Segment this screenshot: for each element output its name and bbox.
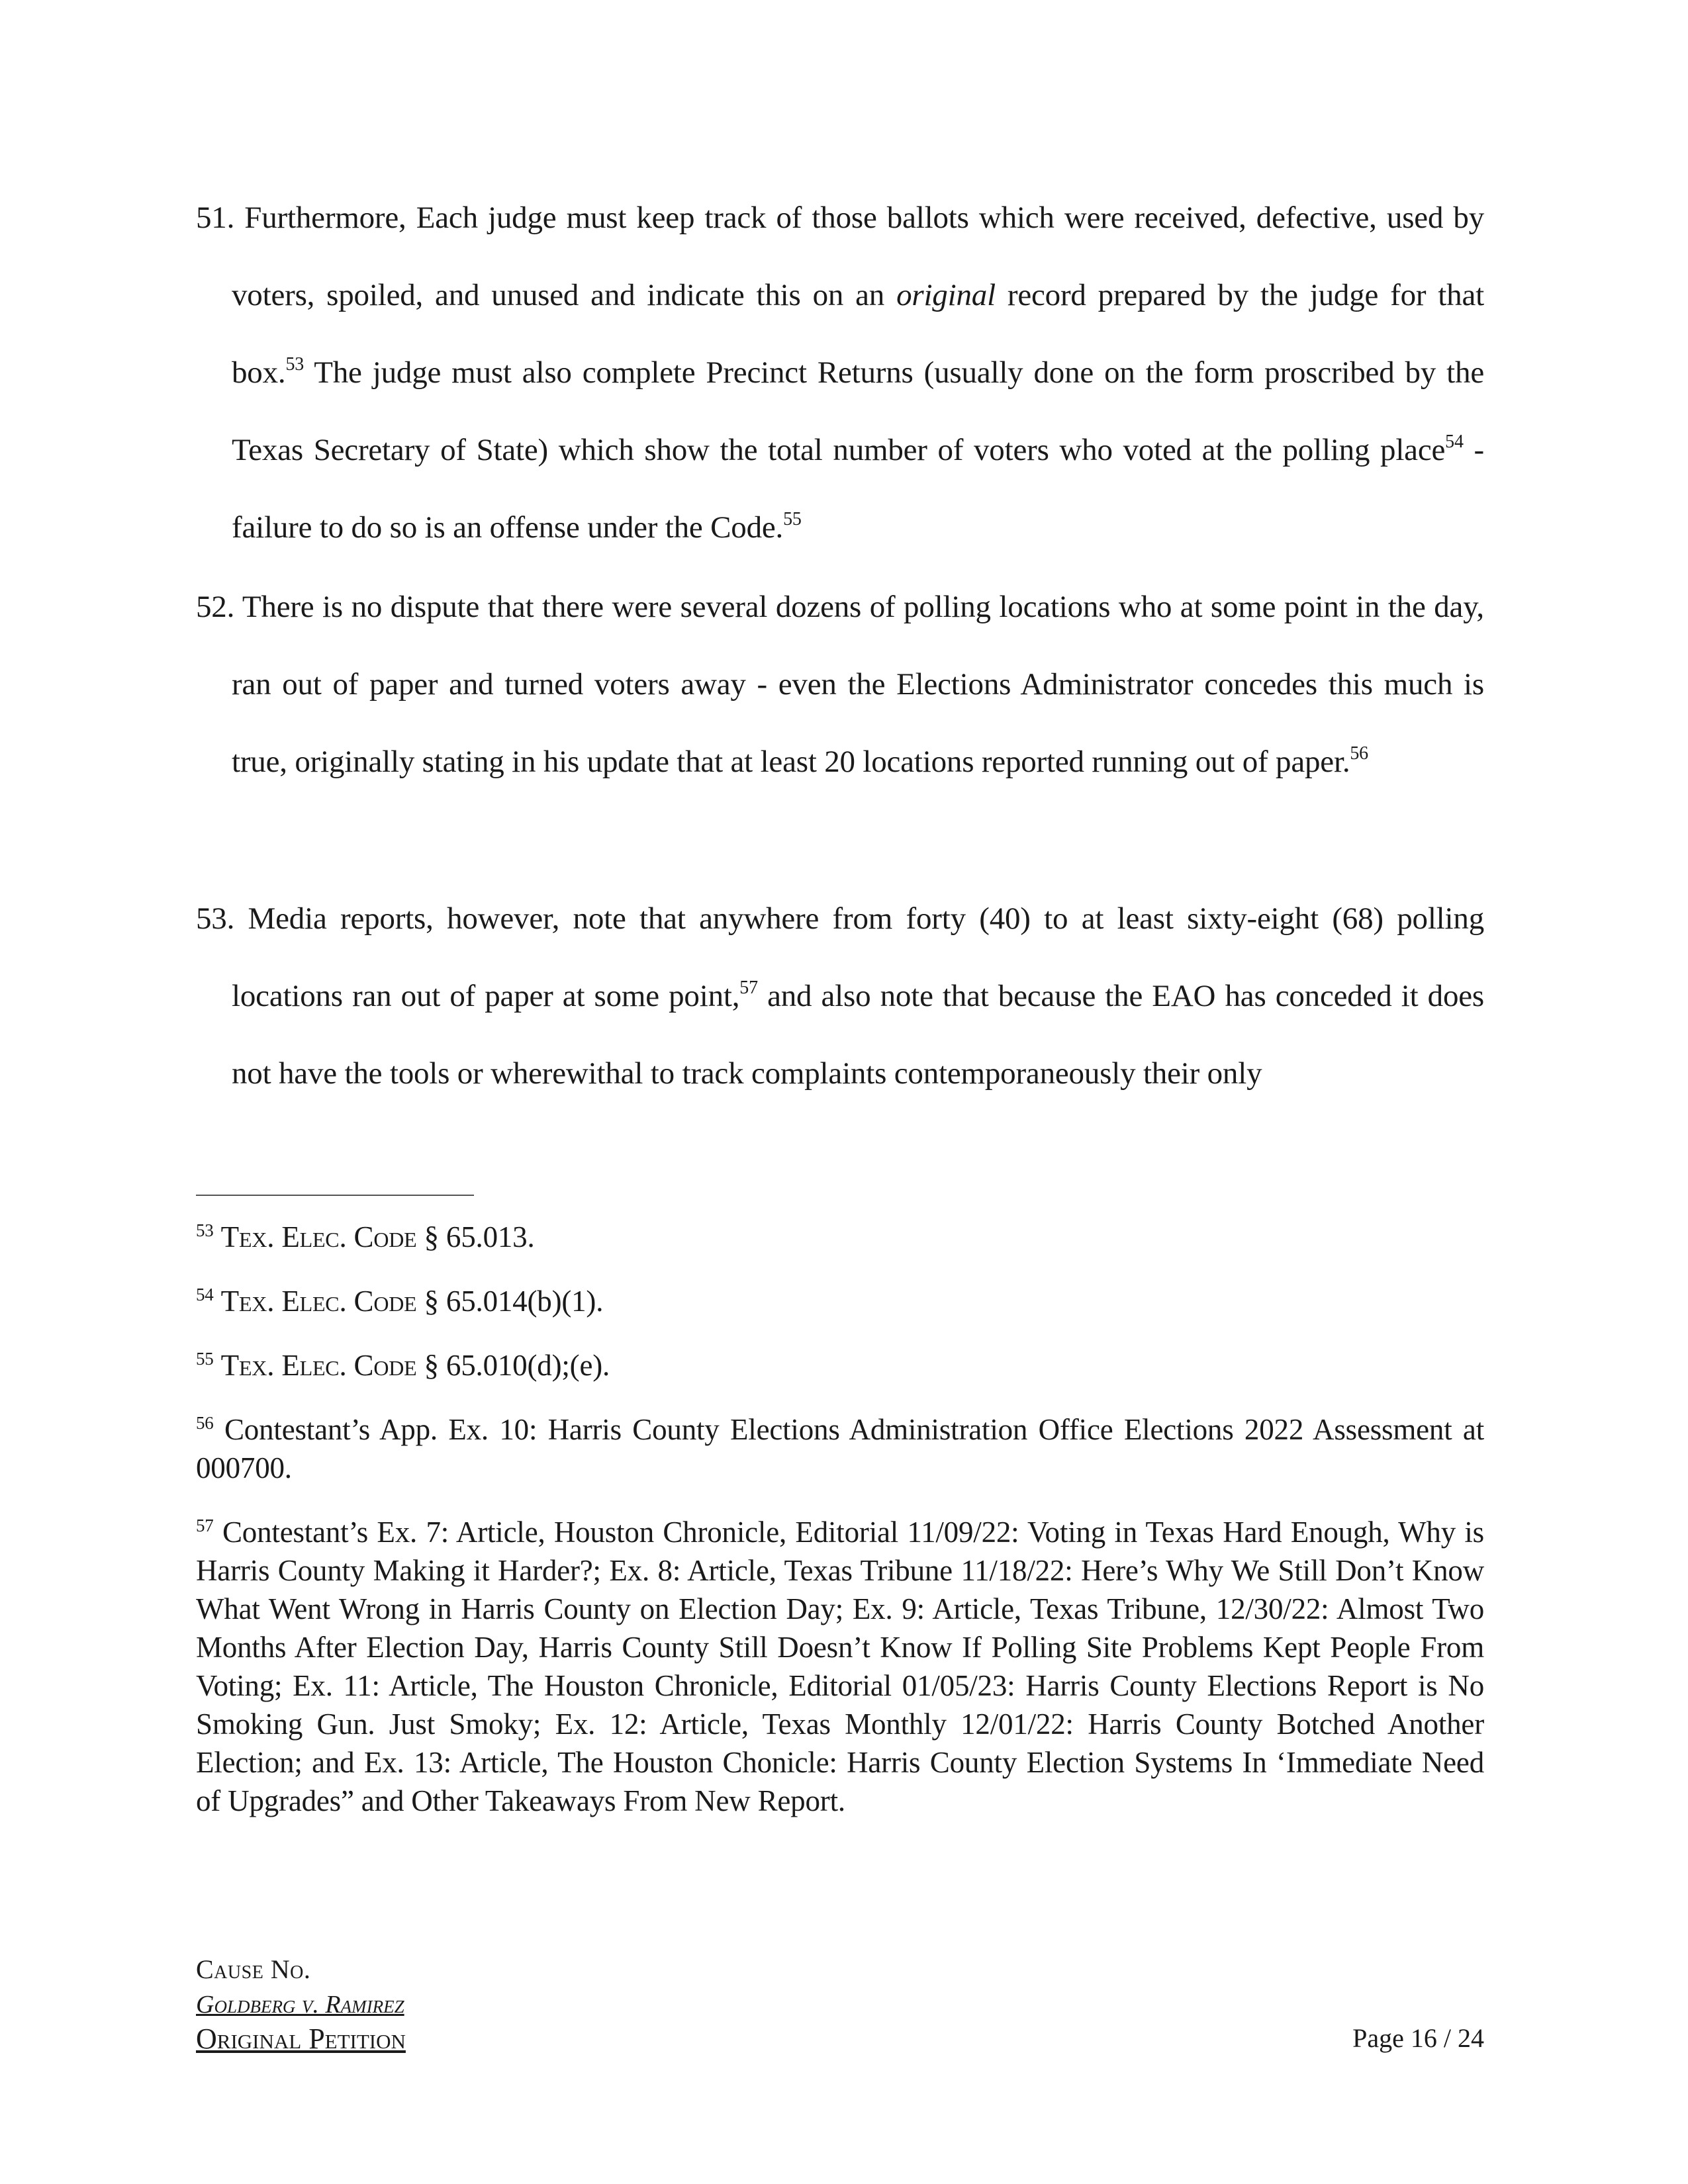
document-title: Original Petition [196,2023,406,2055]
paragraph-number: 53. [196,901,235,936]
footnote-53 [196,1218,1484,1256]
statute-name: Tex. Elec. Code [220,1220,417,1253]
case-name: Goldberg v. Ramirez [196,1991,404,2019]
footnote-marker: 57 [196,1516,214,1535]
footnote-text: § 65.010(d);(e). [416,1349,610,1382]
cause-number: Cause No. [196,1954,311,1984]
paragraph-text: Media reports, however, note that anywhere from forty (40) to at least sixty-eight (68) polling locations ran out of paper at some point, [232,901,1484,1013]
footnote-ref-56[interactable]: 56 [1350,743,1368,764]
footnote-text: Contestant’s Ex. 7: Article, Houston Chronicle, Editorial 11/09/22: Voting in Texas Hard Enough, Why is Harris County Making it Harder?; Ex. 8: Article, Texas Tribune 11/18/22: Here’s Why We Still Don’t Know What Went Wrong in Harris County on Election Day; Ex. 9: Article, Texas Tribune, 12/30/22: Almost Two Months After Election Day, Harris County Still Doesn’t Know If Polling Site Problems Kept People From Voting; Ex. 11: Article, The Houston Chronicle, Editorial 01/05/23: Harris County Elections Report is No Smoking Gun. Just Smoky; Ex. 12: Article, Texas Monthly 12/01/22: Harris County Botched Another Election; and Ex. 13: Article, The Houston Chonicle: Harris County Election Systems In ‘Immediate Need of Upgrades” and Other Takeaways From New Report. [196,1516,1484,1817]
paragraph-number: 51. [196,201,235,235]
paragraph-text: There is no dispute that there were several dozens of polling locations who at some point in the day, ran out of paper and turned voters away - even the Elections Administrator concedes this much is true, originally stating in his update that at least 20 locations reported running out of paper. [232,590,1484,779]
footnote-57 [196,1513,1484,1820]
footnote-54 [196,1282,1484,1320]
paragraph-text: Furthermore, Each judge must keep track of those ballots which were received, defective, used by voters, spoiled, and unused and indicate this on an [232,201,1484,312]
footnote-text: § 65.014(b)(1). [416,1285,604,1318]
footnote-marker: 56 [196,1413,214,1433]
paragraph-52 [196,569,1484,801]
footnote-ref-55[interactable]: 55 [783,509,802,529]
footnote-ref-54[interactable]: 54 [1445,432,1464,452]
footnote-56 [196,1410,1484,1487]
footnote-separator [196,1195,474,1196]
footnote-marker: 55 [196,1349,214,1369]
paragraph-text: - failure to do so is an offense under the Code. [232,433,1484,545]
footnote-55 [196,1346,1484,1385]
footnote-ref-53[interactable]: 53 [285,354,305,375]
statute-name: Tex. Elec. Code [220,1285,417,1318]
footnote-ref-57[interactable]: 57 [739,978,758,998]
page-footer [196,1952,1484,2057]
paragraph-text: The judge must also complete Precinct Returns (usually done on the form proscribed by the Texas Secretary of State) which show the total number of voters who voted at the polling place [232,355,1484,467]
footnote-text: § 65.013. [416,1220,535,1253]
paragraph-51 [196,179,1484,567]
footnote-marker: 54 [196,1285,214,1304]
footnote-marker: 53 [196,1220,214,1240]
paragraph-53 [196,880,1484,1113]
statute-name: Tex. Elec. Code [220,1349,417,1382]
emphasis-text: original [896,278,996,312]
page-number: Page 16 / 24 [1352,2023,1484,2053]
paragraph-text: record prepared by the judge for that box. [232,278,1484,390]
footnote-text: Contestant’s App. Ex. 10: Harris County Elections Administration Office Elections 2022 Assessment at 000700. [196,1413,1484,1484]
paragraph-text: and also note that because the EAO has conceded it does not have the tools or wherewithal to track complaints contemporaneously their only [232,979,1485,1091]
paragraph-number: 52. [196,590,235,624]
